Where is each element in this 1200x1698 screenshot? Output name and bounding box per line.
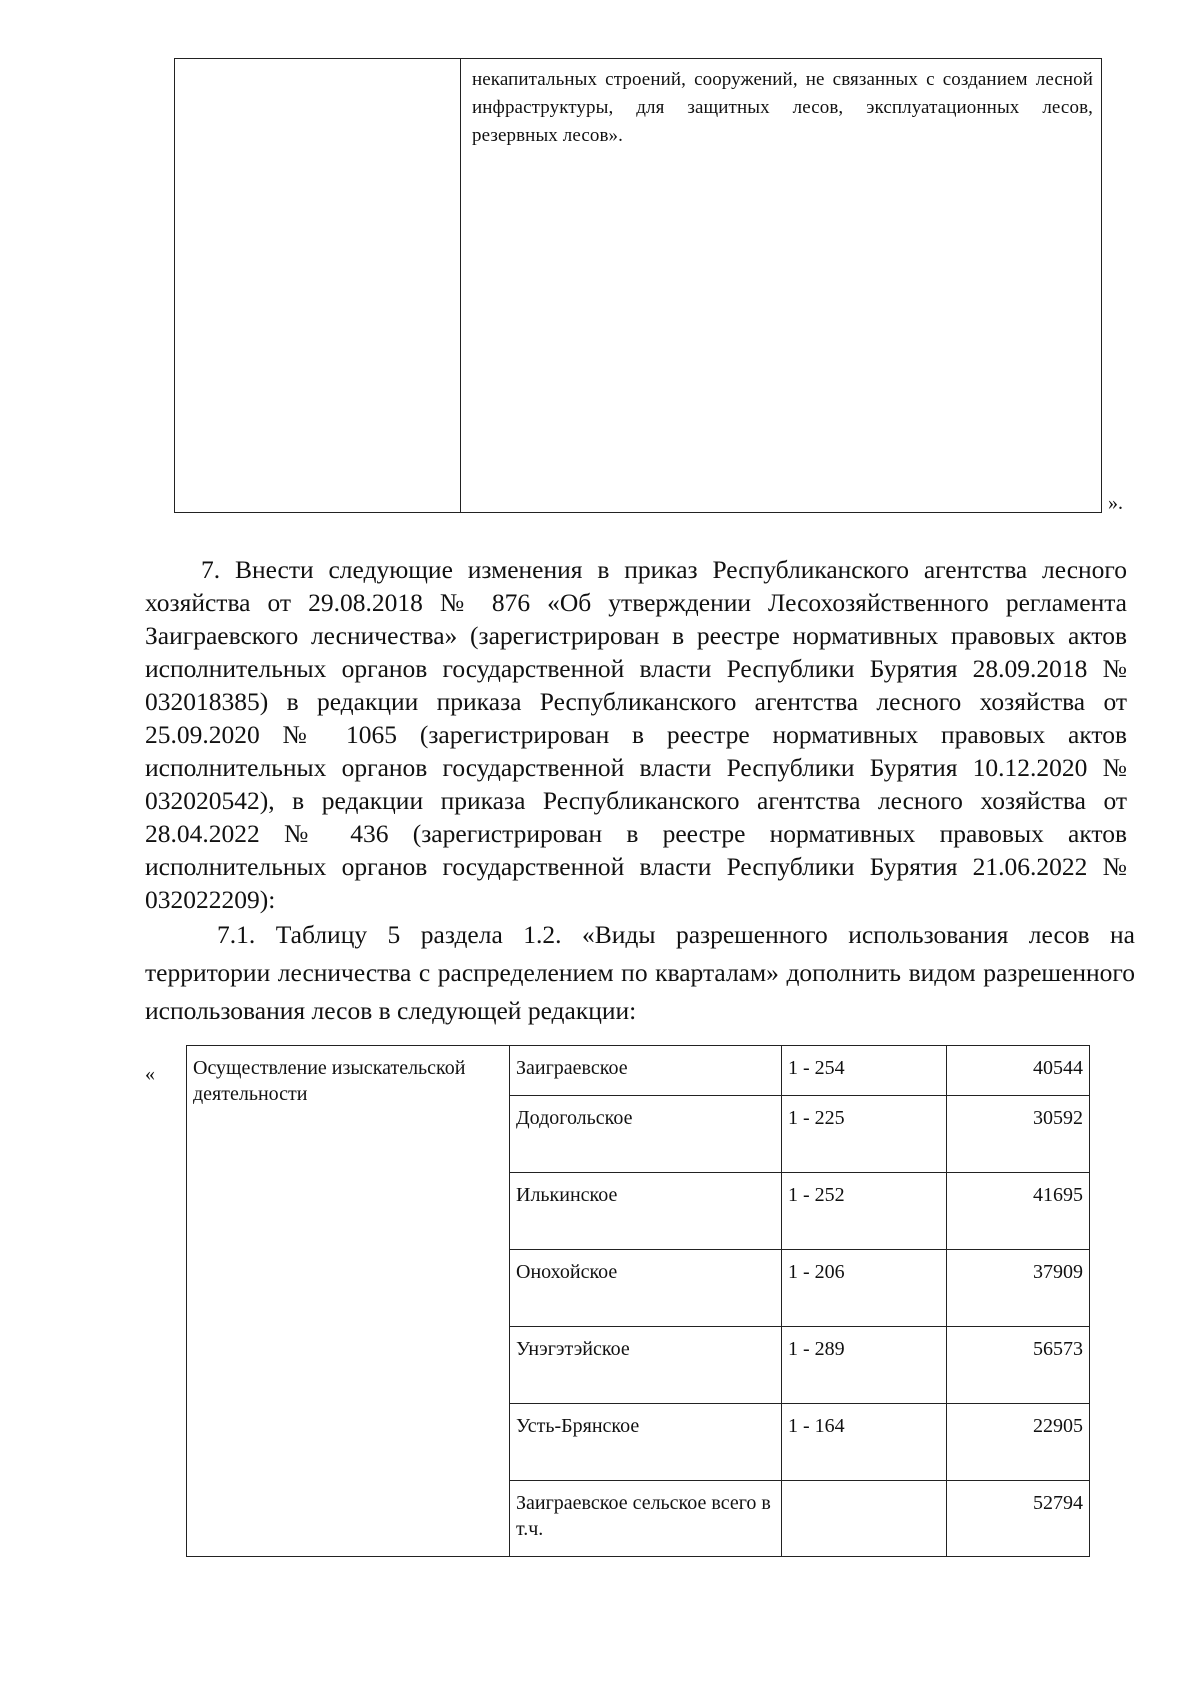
quarter-range-cell: 1 - 206 [782, 1250, 947, 1327]
quarter-range-cell: 1 - 254 [782, 1046, 947, 1096]
quarter-range-cell: 1 - 225 [782, 1096, 947, 1173]
forestry-name-cell: Заиграевское [510, 1046, 782, 1096]
forestry-name-cell: Заиграевское сельское всего в т.ч. [510, 1481, 782, 1557]
activity-cell: Осуществление изыскательской деятельности [187, 1046, 510, 1557]
closing-quote: ». [1108, 492, 1123, 514]
area-cell: 56573 [947, 1327, 1090, 1404]
forestry-name-cell: Додогольское [510, 1096, 782, 1173]
top-table-fragment [174, 58, 1102, 513]
opening-quote: « [145, 1063, 155, 1085]
quarter-range-cell: 1 - 164 [782, 1404, 947, 1481]
area-cell: 22905 [947, 1404, 1090, 1481]
quarter-range-cell: 1 - 289 [782, 1327, 947, 1404]
area-cell: 37909 [947, 1250, 1090, 1327]
forestry-name-cell: Унэгэтэйское [510, 1327, 782, 1404]
quarter-range-cell: 1 - 252 [782, 1173, 947, 1250]
top-table-left-cell [175, 59, 461, 512]
forest-use-table [186, 1045, 1090, 1557]
paragraph-7: 7. Внести следующие изменения в приказ Республиканского агентства лесного хозяйства от 29.08.2018 № 876 «Об утверждении Лесохозяйственного регламента Заиграевского лесничества» (зарегистрирован в реестре нормативных правовых актов исполнительных органов государственной власти Республики Бурятия 28.09.2018 № 032018385) в редакции приказа Республиканского агентства лесного хозяйства от 25.09.2020 № 1065 (зарегистрирован в реестре нормативных правовых актов исполнительных органов государственной власти Республики Бурятия 10.12.2020 № 032020542), в редакции приказа Республиканского агентства лесного хозяйства от 28.04.2022 № 436 (зарегистрирован в реестре нормативных правовых актов исполнительных органов государственной власти Республики Бурятия 21.06.2022 № 032022209): [145, 555, 1127, 914]
forestry-name-cell: Онохойское [510, 1250, 782, 1327]
table-row [187, 1046, 1090, 1096]
area-cell: 40544 [947, 1046, 1090, 1096]
top-table-right-cell: некапитальных строений, сооружений, не связанных с созданием лесной инфраструктуры, для защитных лесов, эксплуатационных лесов, резервных лесов». [472, 69, 1093, 146]
paragraph-7-1: 7.1. Таблицу 5 раздела 1.2. «Виды разрешенного использования лесов на территории лесничества с распределением по кварталам» дополнить видом разрешенного использования лесов в следующей редакции: [145, 920, 1135, 1025]
forestry-name-cell: Илькинское [510, 1173, 782, 1250]
area-cell: 52794 [947, 1481, 1090, 1557]
area-cell: 41695 [947, 1173, 1090, 1250]
area-cell: 30592 [947, 1096, 1090, 1173]
quarter-range-cell [782, 1481, 947, 1557]
forestry-name-cell: Усть-Брянское [510, 1404, 782, 1481]
